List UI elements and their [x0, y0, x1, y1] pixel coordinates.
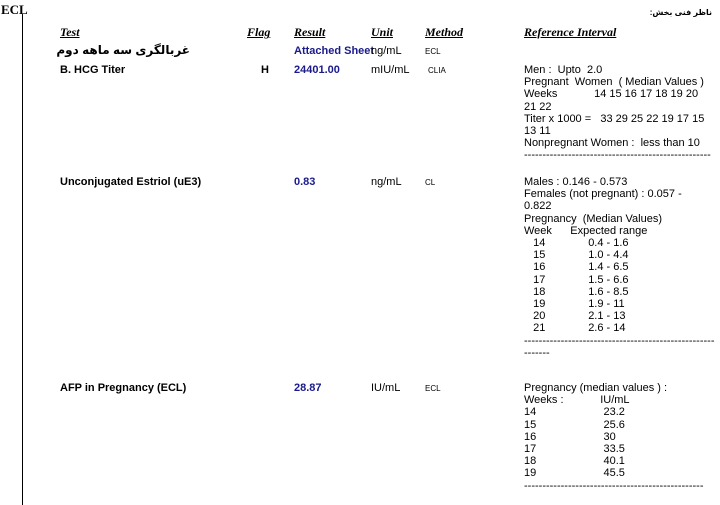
test-name-unconjugated-estriol: Unconjugated Estriol (uE3) [60, 176, 202, 188]
method-value: ECL [425, 384, 441, 393]
unit-value: mIU/mL [371, 64, 410, 76]
method-value: ECL [425, 47, 441, 56]
flag-high: H [261, 64, 269, 76]
method-value: CL [425, 178, 436, 187]
method-value: CLIA [428, 66, 446, 75]
section-title: ECL [1, 2, 28, 17]
test-name-afp-in-pregnancy: AFP in Pregnancy (ECL) [60, 382, 187, 394]
technical-supervisor-label: ناظر فنی بخش: [649, 8, 712, 17]
header-test: Test [60, 25, 80, 39]
header-flag: Flag [247, 25, 271, 39]
reference-interval: Pregnancy (median values ) : Weeks : IU/mL 14 23.2 15 25.6 16 30 17 33.5 18 40.1 19 45.5 ------------------------------------------------- [524, 382, 704, 492]
test-name-bhcg-titer: B. HCG Titer [60, 64, 126, 76]
test-name-second-trimester-screening: غربالگری سه ماهه دوم [56, 43, 190, 57]
header-unit: Unit [371, 25, 394, 39]
header-reference-interval: Reference Interval [524, 25, 617, 39]
unit-value: IU/mL [371, 382, 401, 394]
header-result: Result [294, 25, 326, 39]
result-value: 0.83 [294, 176, 316, 188]
result-value: 24401.00 [294, 64, 340, 76]
reference-interval: Men : Upto 2.0 Pregnant Women ( Median Values ) Weeks 14 15 16 17 18 19 20 21 22 Titer x 1000 = 33 29 25 22 19 17 15 13 11 Nonpregnant Women : less than 10 --------------------------------------------------- [524, 64, 711, 162]
reference-interval: Males : 0.146 - 0.573 Females (not pregnant) : 0.057 - 0.822 Pregnancy (Median Values) Week Expected range 14 0.4 - 1.6 15 1.0 - 4.4 16 1.4 - 6.5 17 1.5 - 6.6 18 1.6 - 8.5 19 1.9 - 11 20 2.1 - 13 21 2.6 - 14 ---------------------------------------------------- ------- [524, 176, 715, 359]
left-margin-rule [22, 14, 23, 505]
header-method: Method [425, 25, 464, 39]
unit-value: ng/mL [371, 176, 402, 188]
result-value: Attached Sheet [294, 45, 375, 57]
result-value: 28.87 [294, 382, 322, 394]
unit-value: ng/mL [371, 45, 402, 57]
